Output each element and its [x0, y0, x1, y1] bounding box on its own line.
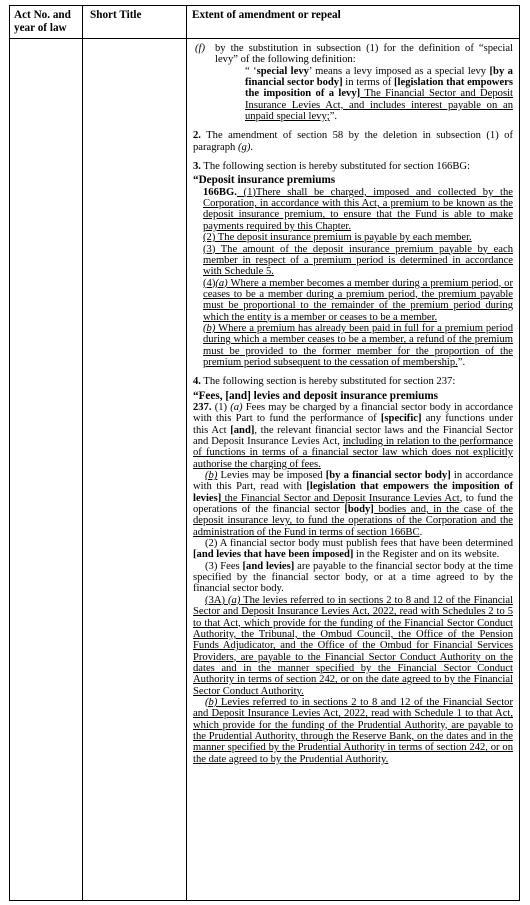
defined-term: special levy	[256, 65, 309, 77]
section-166bg-1: 166BG. (1)There shall be charged, imposed and collected by the Corporation, in accordance with this Act, a premium to be known as the deposit insurance premium, to ensure that the Fund is able to make payments required by this Chapter.	[203, 186, 513, 232]
item-4-intro: 4. The following section is hereby substituted for section 237:	[193, 376, 456, 388]
section-166bg-4a: (4)(a) Where a member becomes a member during a premium period, or ceases to be a member during a premium period, the premium payable must be proportional to the remainder of the premium period during which the entity is a member or ceases to be a member.	[203, 277, 513, 323]
section-237-3: (3) Fees [and levies] are payable to the financial sector body at the time specified by the financial sector body, or at a time agreed to by the financial sector body.	[193, 560, 514, 595]
column-divider-2	[186, 6, 187, 900]
header-extent: Extent of amendment or repeal	[192, 9, 341, 21]
special-levy-definition: “ ‘special levy’ means a levy imposed as a special levy [by a financial sector body] in terms of [legislation that empowers the imposition of a levy] The Financial Sector and Deposit Insurance Levies Act, and includes interest payable on an unpaid special levy;”.	[245, 65, 513, 123]
deleted-text: [legislation that empowers the imposition of a levy]	[245, 77, 513, 100]
section-237-2: (2) A financial sector body must publish fees that have been determined [and levies that have been imposed] in the Register and on its website.	[193, 538, 513, 561]
amendment-table	[9, 5, 520, 901]
inserted-text: The Financial Sector and Deposit Insurance Levies Act, and includes interest payable on an unpaid special levy;	[245, 88, 513, 123]
fees-levies-heading: “Fees, [and] levies and deposit insurance premiums	[193, 389, 439, 402]
item-f	[193, 43, 513, 122]
section-166bg-4b: (b) Where a premium has already been paid in full for a premium period during which a member ceases to be a member, a refund of the premium must be provided to the former member for the proportion of the premium period subsequent to the cessation of membership.”.	[203, 322, 513, 368]
item-f-intro: by the substitution in subsection (1) for the definition of “special levy” of the following definition:	[215, 43, 513, 66]
section-237-3a-b: (b) Levies referred to in sections 2 to 8 and 12 of the Financial Sector and Deposit Insurance Levies Act, 2022, read with Schedule 1 to that Act, which provide for the funding of the Prudential Authority, are payable to the Prudential Authority, through the Reserve Bank, on the dates and in the manner specified by the Prudential Authority in terms of section 242, or on the date agreed to by the Prudential Authority.	[193, 696, 513, 765]
section-166bg-3: (3) The amount of the deposit insurance premium payable by each member in respect of a premium period is determined in accordance with Schedule 5.	[203, 243, 513, 278]
section-237-1a: 237. (1) (a) Fees may be charged by a financial sector body in accordance with this Part to fund the performance of [specific] any functions under this Act [and], the relevant financial sector laws and the Financial Sector and Deposit Insurance Levies Act, including in relation to the performance of functions in terms of a financial sector law which does not explicitly authorise the charging of fees.	[193, 401, 514, 470]
header-short-title: Short Title	[90, 9, 142, 21]
item-3-intro: 3. The following section is hereby substituted for section 166BG:	[193, 161, 470, 173]
deposit-insurance-heading: “Deposit insurance premiums	[193, 174, 336, 187]
item-f-label: (f)	[195, 43, 205, 54]
column-divider-1	[82, 6, 83, 900]
deleted-text: [by a financial sector body]	[245, 65, 513, 89]
section-237-3a-a: (3A) (a) The levies referred to in sections 2 to 8 and 12 of the Financial Sector and Deposit Insurance Levies Act, 2022, read with Schedules 2 to 5 to that Act, which provide for the funding of the Financial Sector Conduct Authority, the Tribunal, the Ombud Council, the Office of the Pension Funds Adjudicator, and the Office of the Ombud for Financial Services Providers, are payable to the Financial Sector Conduct Authority on the dates and in the manner specified by the Financial Sector Conduct Authority in terms of section 242, or on the date agreed to by the Financial Sector Conduct Authority.	[193, 594, 513, 697]
header-divider	[10, 38, 519, 39]
section-166bg-2: (2) The deposit insurance premium is payable by each member.	[203, 232, 472, 244]
section-237-1b: (b) Levies may be imposed [by a financial sector body] in accordance with this Part, read with [legislation that empowers the imposition of levies] the Financial Sector and Deposit Insurance Levies Act, to fund the operations of the financial sector [body] bodies and, in the case of the deposit insurance levy, to fund the operations of the Corporation and the administration of the Fund in terms of section 166BC.	[193, 470, 513, 538]
item-2: 2. The amendment of section 58 by the deletion in subsection (1) of paragraph (g).	[193, 130, 513, 153]
extent-column	[193, 43, 513, 765]
header-act-no: Act No. and year of law	[14, 9, 71, 34]
